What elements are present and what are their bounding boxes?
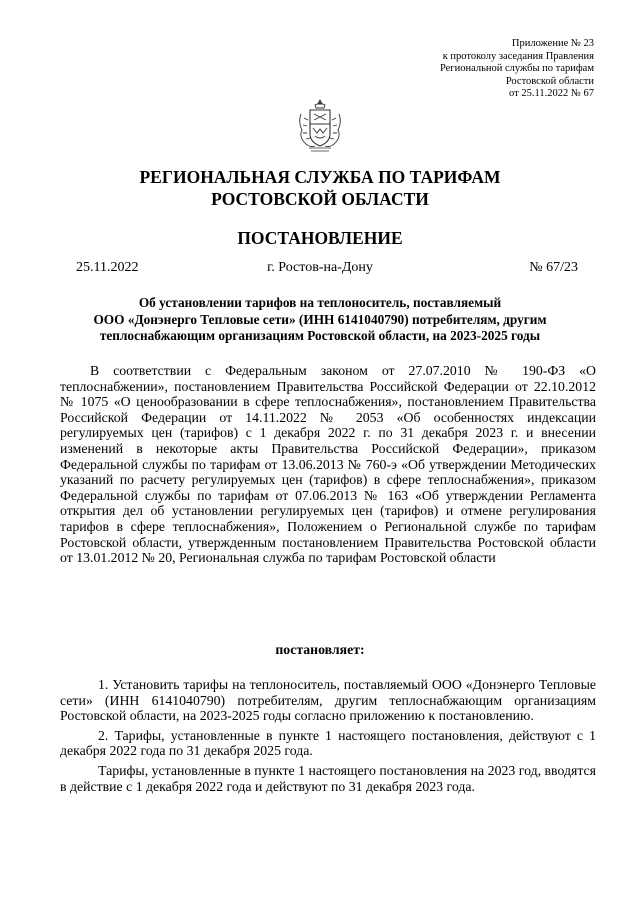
- resolution-item: Тарифы, установленные в пункте 1 настоящего постановления на 2023 год, вводятся в действие с 1 декабря 2022 года и действуют по 31 декабря 2023 года.: [60, 762, 596, 794]
- organization-name-line: РЕГИОНАЛЬНАЯ СЛУЖБА ПО ТАРИФАМ: [139, 167, 501, 187]
- preamble-paragraph: В соответствии с Федеральным законом от 27.07.2010 № 190-ФЗ «О теплоснабжении», постановлением Правительства Российской Федерации от 22.10.2012 № 1075 «О ценообразовании в сфере теплоснабжения», постановлением Правительства Российской Федерации от 14.11.2022 № 2053 «Об особенностях индексации регулируемых цен (тарифов) с 1 декабря 2022 г. по 31 декабря 2023 г. и внесении изменений в некоторые акты Правительства Российской Федерации», приказом Федеральной службы по тарифам от 13.06.2013 № 760-э «Об утверждении Методических указаний по расчету регулируемых цен (тарифов) в сфере теплоснабжения», приказом Федеральной службы по тарифам от 07.06.2013 № 163 «Об утверждении Регламента открытия дел об установлении регулируемых цен (тарифов) и отмене регулирования тарифов в сфере теплоснабжения», Положением о Региональной службе по тарифам Ростовской области, утвержденным постановлением Правительства Ростовской области от 13.01.2012 № 20, Региональная служба по тарифам Ростовской области: [60, 363, 596, 566]
- organization-name: [0, 166, 640, 210]
- document-city: г. Ростов-на-Дону: [267, 260, 373, 275]
- resolution-item: 2. Тарифы, установленные в пункте 1 настоящего постановления, действуют с 1 декабря 2022 года по 31 декабря 2025 года.: [60, 727, 596, 759]
- document-subject: [60, 295, 580, 345]
- subject-line: теплоснабжающим организациям Ростовской области, на 2023-2025 годы: [99, 328, 541, 344]
- decree-word: постановляет:: [275, 642, 365, 657]
- resolution-items: [60, 677, 596, 798]
- appendix-line: от 25.11.2022 № 67: [509, 88, 594, 100]
- document-number: № 67/23: [529, 260, 578, 275]
- appendix-line: Ростовской области: [505, 75, 594, 87]
- appendix-line: Приложение № 23: [511, 38, 594, 49]
- document-type: ПОСТАНОВЛЕНИЕ: [237, 228, 403, 248]
- appendix-line: Региональной службы по тарифам: [439, 63, 594, 75]
- document-date: 25.11.2022: [76, 260, 139, 275]
- organization-name-line: РОСТОВСКОЙ ОБЛАСТИ: [211, 189, 429, 209]
- appendix-note: [440, 38, 594, 101]
- subject-line: ООО «Донэнерго Тепловые сети» (ИНН 6141040790) потребителям, другим: [93, 311, 547, 327]
- coat-of-arms-icon: [295, 98, 345, 154]
- subject-line: Об установлении тарифов на теплоноситель, поставляемый: [138, 295, 502, 310]
- appendix-line: к протоколу заседания Правления: [442, 50, 594, 62]
- resolution-item: 1. Установить тарифы на теплоноситель, поставляемый ООО «Донэнерго Тепловые сети» (ИНН 6141040790) потребителям, другим теплоснабжающим организациям Ростовской области, на 2023-2025 годы согласно приложению к постановлению.: [60, 677, 596, 724]
- preamble: [60, 363, 596, 566]
